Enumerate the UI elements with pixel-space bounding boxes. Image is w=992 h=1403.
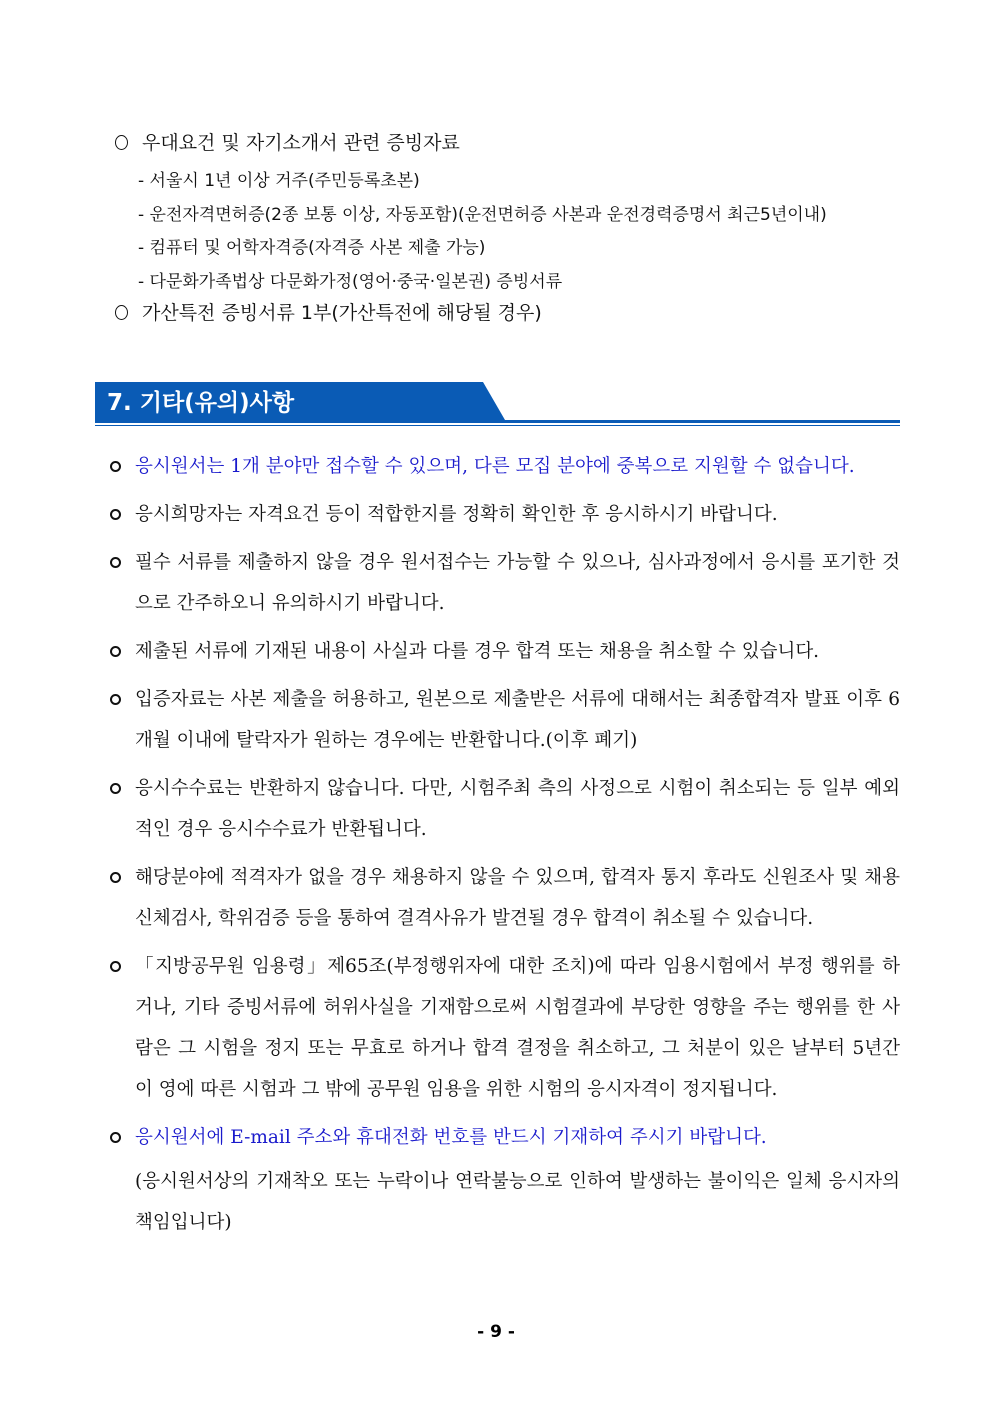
divider xyxy=(95,425,900,426)
note-text: 필수 서류를 제출하지 않을 경우 원서접수는 가능할 수 있으나, 심사과정에서 응시를 포기한 것으로 간주하오니 유의하시기 바랍니다. xyxy=(135,552,900,614)
circle-bullet-icon xyxy=(115,305,128,320)
note-item xyxy=(110,946,900,1110)
bullet-icon xyxy=(110,872,121,883)
divider xyxy=(95,420,900,423)
bullet-icon xyxy=(110,961,121,972)
note-text: 응시원서에 E-mail 주소와 휴대전화 번호를 반드시 기재하여 주시기 바랍니다. xyxy=(135,1127,767,1148)
circle-bullet-icon xyxy=(115,135,128,150)
evidence-subitem: - 운전자격면허증(2종 보통 이상, 자동포함)(운전면허증 사본과 운전경력증명서 최근5년이내) xyxy=(138,205,827,225)
bullet-icon xyxy=(110,646,121,657)
note-text: 응시희망자는 자격요건 등이 적합한지를 정확히 확인한 후 응시하시기 바랍니다. xyxy=(135,504,778,525)
evidence-label: 우대요건 및 자기소개서 관련 증빙자료 xyxy=(142,132,460,154)
bullet-icon xyxy=(110,694,121,705)
evidence-subitem: - 서울시 1년 이상 거주(주민등록초본) xyxy=(138,171,420,191)
note-text: 제출된 서류에 기재된 내용이 사실과 다를 경우 합격 또는 채용을 취소할 수 있습니다. xyxy=(135,641,820,662)
bullet-icon xyxy=(110,557,121,568)
note-item xyxy=(110,857,900,939)
note-item xyxy=(110,631,900,672)
note-text: 응시원서는 1개 분야만 접수할 수 있으며, 다른 모집 분야에 중복으로 지원할 수 없습니다. xyxy=(135,456,855,477)
notes-list xyxy=(110,446,900,1250)
note-item xyxy=(110,1117,900,1158)
note-footer: (응시원서상의 기재착오 또는 누락이나 연락불능으로 인하여 발생하는 불이익은 일체 응시자의 책임입니다) xyxy=(135,1171,900,1233)
bullet-icon xyxy=(110,783,121,794)
note-text: 입증자료는 사본 제출을 허용하고, 원본으로 제출받은 서류에 대해서는 최종합격자 발표 이후 6개월 이내에 탈락자가 원하는 경우에는 반환합니다.(이후 폐기) xyxy=(135,689,900,751)
bullet-icon xyxy=(110,509,121,520)
note-item xyxy=(110,494,900,535)
section-title: 7. 기타(유의)사항 xyxy=(107,390,295,416)
evidence-label: 가산특전 증빙서류 1부(가산특전에 해당될 경우) xyxy=(142,302,542,324)
bullet-icon xyxy=(110,1132,121,1143)
evidence-item xyxy=(115,298,542,325)
note-item xyxy=(110,446,900,487)
section-header xyxy=(95,380,900,426)
bullet-icon xyxy=(110,461,121,472)
note-text: 「지방공무원 임용령」제65조(부정행위자에 대한 조치)에 따라 임용시험에서 부정 행위를 하거나, 기타 증빙서류에 허위사실을 기재함으로써 시험결과에 부당한 영향을 주는 행위를 한 사람은 그 시험을 정지 또는 무효로 하거나 합격 결정을 취소하고, 그 처분이 있은 날부터 5년간 이 영에 따른 시험과 그 밖에 공무원 임용을 위한 시험의 응시자격이 정지됩니다. xyxy=(135,956,900,1100)
evidence-item xyxy=(115,128,460,155)
page-number: - 9 - xyxy=(477,1322,515,1342)
note-item xyxy=(110,679,900,761)
note-item xyxy=(110,542,900,624)
note-text: 해당분야에 적격자가 없을 경우 채용하지 않을 수 있으며, 합격자 통지 후라도 신원조사 및 채용신체검사, 학위검증 등을 통하여 결격사유가 발견될 경우 합격이 취소될 수 있습니다. xyxy=(135,867,900,929)
note-item xyxy=(110,768,900,850)
note-text: 응시수수료는 반환하지 않습니다. 다만, 시험주최 측의 사정으로 시험이 취소되는 등 일부 예외적인 경우 응시수수료가 반환됩니다. xyxy=(135,778,900,840)
evidence-subitem: - 다문화가족법상 다문화가정(영어·중국·일본권) 증빙서류 xyxy=(138,272,563,292)
evidence-subitem: - 컴퓨터 및 어학자격증(자격증 사본 제출 가능) xyxy=(138,238,486,258)
